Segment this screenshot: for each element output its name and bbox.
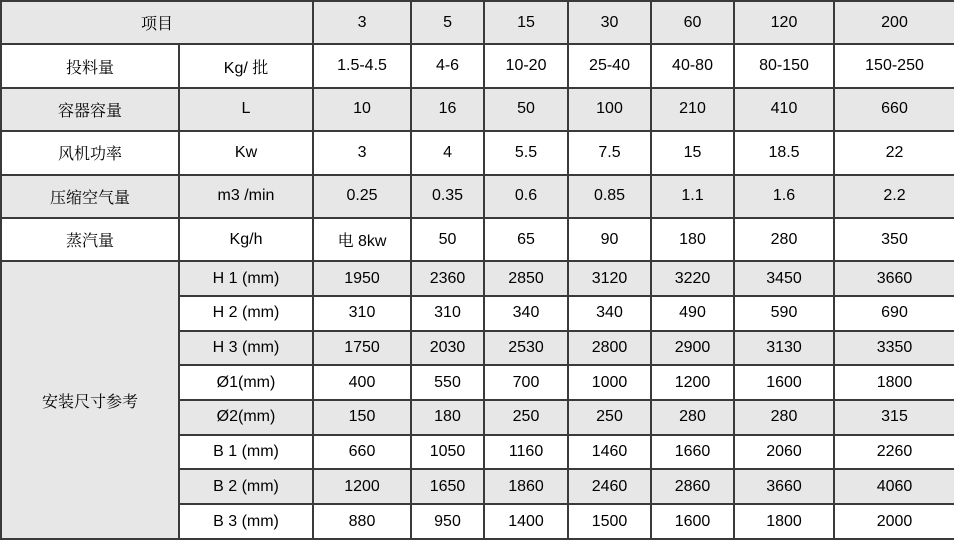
value-cell: 90	[568, 218, 651, 261]
value-cell: 350	[834, 218, 954, 261]
value-cell: 180	[411, 400, 484, 435]
value-cell: 2850	[484, 261, 568, 296]
value-cell: 10	[313, 88, 411, 131]
header-item-cell: 项目	[1, 1, 313, 44]
value-cell: 0.25	[313, 175, 411, 218]
row-label-cell: 投料量	[1, 44, 179, 87]
header-model-cell: 30	[568, 1, 651, 44]
value-cell: 660	[834, 88, 954, 131]
value-cell: 2900	[651, 331, 734, 366]
value-cell: 410	[734, 88, 834, 131]
row-unit-cell: B 2 (mm)	[179, 469, 313, 504]
value-cell: 660	[313, 435, 411, 470]
value-cell: 3	[313, 131, 411, 174]
row-unit-cell: m3 /min	[179, 175, 313, 218]
row-unit-cell: B 1 (mm)	[179, 435, 313, 470]
value-cell: 1800	[734, 504, 834, 539]
value-cell: 2530	[484, 331, 568, 366]
row-unit-cell: Kg/ 批	[179, 44, 313, 87]
value-cell: 0.35	[411, 175, 484, 218]
value-cell: 400	[313, 365, 411, 400]
row-unit-cell: Ø2(mm)	[179, 400, 313, 435]
value-cell: 15	[651, 131, 734, 174]
value-cell: 310	[411, 296, 484, 331]
value-cell: 2060	[734, 435, 834, 470]
value-cell: 3220	[651, 261, 734, 296]
value-cell: 1600	[651, 504, 734, 539]
value-cell: 210	[651, 88, 734, 131]
value-cell: 2460	[568, 469, 651, 504]
value-cell: 1050	[411, 435, 484, 470]
row-label-cell: 蒸汽量	[1, 218, 179, 261]
value-cell: 40-80	[651, 44, 734, 87]
row-unit-cell: Ø1(mm)	[179, 365, 313, 400]
value-cell: 1.1	[651, 175, 734, 218]
row-unit-cell: Kg/h	[179, 218, 313, 261]
value-cell: 0.6	[484, 175, 568, 218]
value-cell: 550	[411, 365, 484, 400]
row-unit-cell: Kw	[179, 131, 313, 174]
row-label-cell: 容器容量	[1, 88, 179, 131]
header-model-cell: 200	[834, 1, 954, 44]
value-cell: 490	[651, 296, 734, 331]
table-row	[1, 131, 954, 174]
value-cell: 1400	[484, 504, 568, 539]
value-cell: 4	[411, 131, 484, 174]
value-cell: 1460	[568, 435, 651, 470]
value-cell: 1650	[411, 469, 484, 504]
value-cell: 80-150	[734, 44, 834, 87]
header-model-cell: 60	[651, 1, 734, 44]
value-cell: 950	[411, 504, 484, 539]
table-row	[1, 218, 954, 261]
value-cell: 5.5	[484, 131, 568, 174]
value-cell: 150	[313, 400, 411, 435]
install-section-label-cell: 安装尺寸参考	[1, 261, 179, 539]
value-cell: 2.2	[834, 175, 954, 218]
value-cell: 1200	[651, 365, 734, 400]
value-cell: 700	[484, 365, 568, 400]
value-cell: 1.6	[734, 175, 834, 218]
row-unit-cell: B 3 (mm)	[179, 504, 313, 539]
row-unit-cell: H 3 (mm)	[179, 331, 313, 366]
table-row	[1, 88, 954, 131]
value-cell: 2860	[651, 469, 734, 504]
value-cell: 2000	[834, 504, 954, 539]
row-unit-cell: H 1 (mm)	[179, 261, 313, 296]
value-cell: 1160	[484, 435, 568, 470]
value-cell: 690	[834, 296, 954, 331]
value-cell: 1860	[484, 469, 568, 504]
value-cell: 1800	[834, 365, 954, 400]
value-cell: 250	[568, 400, 651, 435]
value-cell: 2360	[411, 261, 484, 296]
table-row	[1, 261, 954, 296]
value-cell: 4-6	[411, 44, 484, 87]
table-header-row	[1, 1, 954, 44]
row-label-cell: 风机功率	[1, 131, 179, 174]
value-cell: 3660	[834, 261, 954, 296]
value-cell: 2800	[568, 331, 651, 366]
value-cell: 3120	[568, 261, 651, 296]
value-cell: 250	[484, 400, 568, 435]
value-cell: 340	[568, 296, 651, 331]
value-cell: 100	[568, 88, 651, 131]
row-unit-cell: H 2 (mm)	[179, 296, 313, 331]
value-cell: 22	[834, 131, 954, 174]
header-model-cell: 120	[734, 1, 834, 44]
value-cell: 3350	[834, 331, 954, 366]
header-model-cell: 5	[411, 1, 484, 44]
header-model-cell: 3	[313, 1, 411, 44]
value-cell: 310	[313, 296, 411, 331]
table-row	[1, 44, 954, 87]
value-cell: 2030	[411, 331, 484, 366]
header-model-cell: 15	[484, 1, 568, 44]
value-cell: 2260	[834, 435, 954, 470]
value-cell: 50	[411, 218, 484, 261]
value-cell: 16	[411, 88, 484, 131]
value-cell: 1000	[568, 365, 651, 400]
value-cell: 3450	[734, 261, 834, 296]
value-cell: 10-20	[484, 44, 568, 87]
value-cell: 1660	[651, 435, 734, 470]
value-cell: 1950	[313, 261, 411, 296]
value-cell: 18.5	[734, 131, 834, 174]
value-cell: 3130	[734, 331, 834, 366]
value-cell: 电 8kw	[313, 218, 411, 261]
value-cell: 4060	[834, 469, 954, 504]
value-cell: 3660	[734, 469, 834, 504]
value-cell: 1750	[313, 331, 411, 366]
value-cell: 150-250	[834, 44, 954, 87]
value-cell: 1600	[734, 365, 834, 400]
value-cell: 180	[651, 218, 734, 261]
value-cell: 280	[734, 400, 834, 435]
value-cell: 315	[834, 400, 954, 435]
value-cell: 65	[484, 218, 568, 261]
value-cell: 50	[484, 88, 568, 131]
value-cell: 280	[651, 400, 734, 435]
row-unit-cell: L	[179, 88, 313, 131]
value-cell: 1.5-4.5	[313, 44, 411, 87]
value-cell: 340	[484, 296, 568, 331]
value-cell: 25-40	[568, 44, 651, 87]
value-cell: 7.5	[568, 131, 651, 174]
value-cell: 880	[313, 504, 411, 539]
value-cell: 280	[734, 218, 834, 261]
table-row	[1, 175, 954, 218]
value-cell: 0.85	[568, 175, 651, 218]
value-cell: 1500	[568, 504, 651, 539]
value-cell: 1200	[313, 469, 411, 504]
value-cell: 590	[734, 296, 834, 331]
row-label-cell: 压缩空气量	[1, 175, 179, 218]
